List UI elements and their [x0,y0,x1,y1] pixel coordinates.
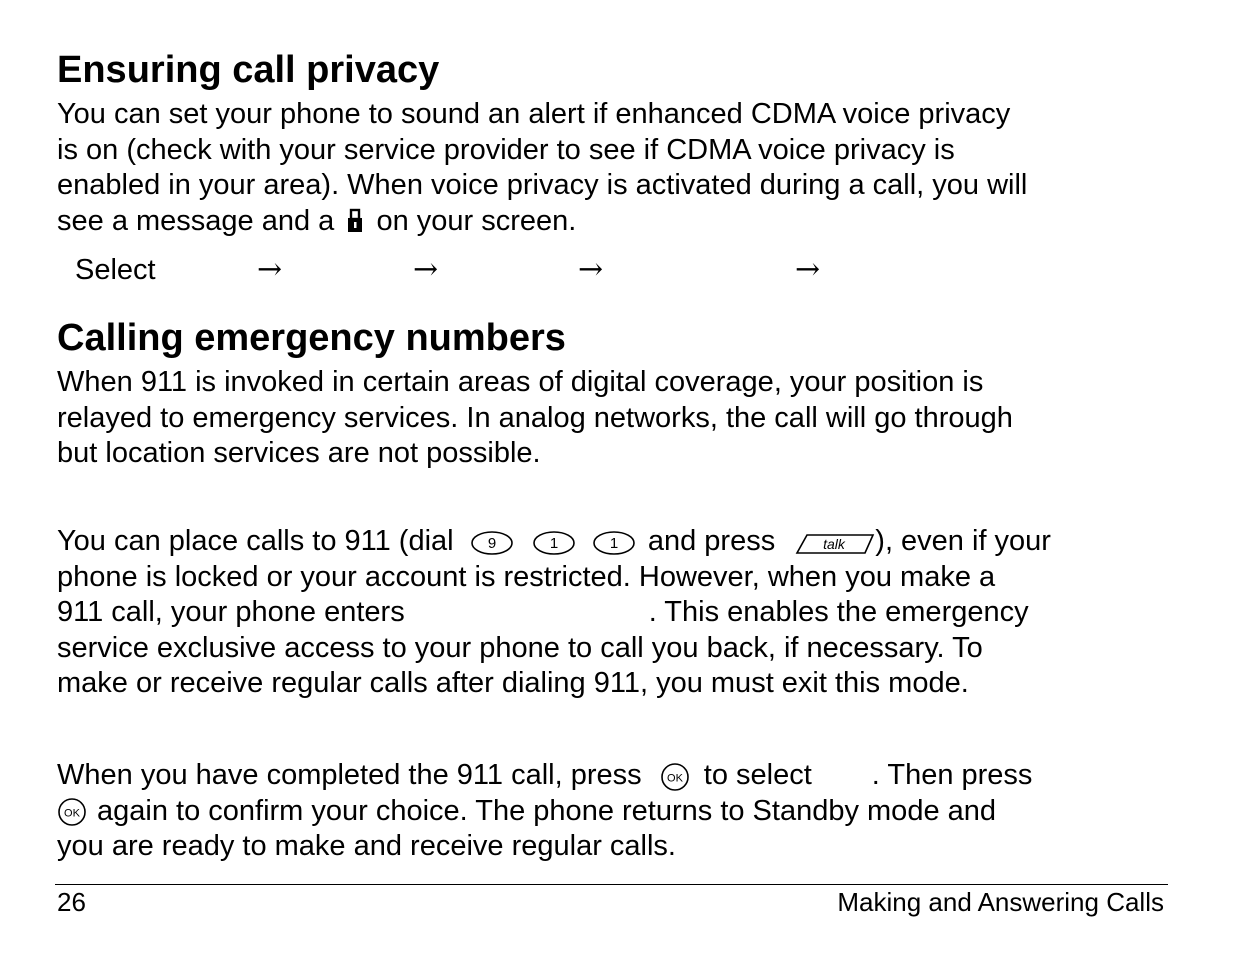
text-fragment: . This enables the emergency [648,596,1029,628]
key-label: 1 [609,535,618,552]
text-line: enabled in your area). When voice privacy is activated during a call, you will [57,169,1028,201]
text-fragment: 911 call, your phone enters [57,596,405,628]
text-line: make or receive regular calls after dialing 911, you must exit this mode. [57,667,969,699]
key-label: talk [823,536,846,552]
menu-path-arrow: → [257,252,283,287]
talk-key-icon [795,529,875,557]
text-fragment: and press [647,525,776,557]
text-line: but location services are not possible. [57,437,541,469]
text-line: phone is locked or your account is restricted. However, when you make a [57,560,996,593]
text-line: service exclusive access to your phone to call you back, if necessary. To [57,631,983,664]
text-line: relayed to emergency services. In analog networks, the call will go through [57,401,1013,434]
text-line [57,595,1177,631]
chapter-title: Making and Answering Calls [837,887,1164,917]
menu-path-arrow: → [413,252,439,287]
heading-emergency-numbers: Calling emergency numbers [57,317,566,359]
text-fragment: again to confirm your choice. The phone returns to Standby mode and [97,794,997,827]
call-privacy-paragraph [57,97,1177,239]
heading-call-privacy: Ensuring call privacy [57,49,440,91]
key-1-icon [532,530,576,556]
key-9-icon [470,530,514,556]
menu-path-arrow: → [578,252,604,287]
emergency-paragraph-1 [57,365,1177,472]
key-label: 9 [487,535,496,552]
ok-key-icon [57,797,87,827]
text-line: you are ready to make and receive regular calls. [57,830,676,862]
emergency-paragraph-3 [57,758,1177,865]
text-line [57,794,1177,830]
text-line: You can set your phone to sound an alert if enhanced CDMA voice privacy [57,98,1011,130]
lock-icon [345,207,365,235]
text-fragment: You can place calls to 911 (dial [57,525,454,557]
key-label: OK [666,772,683,785]
ok-key-icon [660,762,690,792]
text-line: When 911 is invoked in certain areas of digital coverage, your position is [57,366,984,398]
text-line: is on (check with your service provider to see if CDMA voice privacy is [57,133,955,166]
menu-path-row [75,252,875,292]
text-fragment: see a message and a [57,204,335,237]
text-line [57,758,1177,794]
text-fragment: When you have completed the 911 call, press [57,759,642,791]
key-1-icon [592,530,636,556]
select-label: Select [75,254,156,286]
text-fragment: ), even if your [875,525,1051,557]
text-fragment: on your screen. [376,204,577,237]
page-number: 26 [57,887,86,917]
text-fragment: . Then press [871,759,1033,791]
menu-path-arrow: → [795,252,821,287]
emergency-paragraph-2 [57,524,1177,702]
text-line [57,524,1177,560]
footer-divider [55,884,1168,885]
key-label: OK [64,807,80,819]
text-line [57,204,1177,240]
key-label: 1 [549,535,558,552]
text-fragment: to select [703,759,812,791]
